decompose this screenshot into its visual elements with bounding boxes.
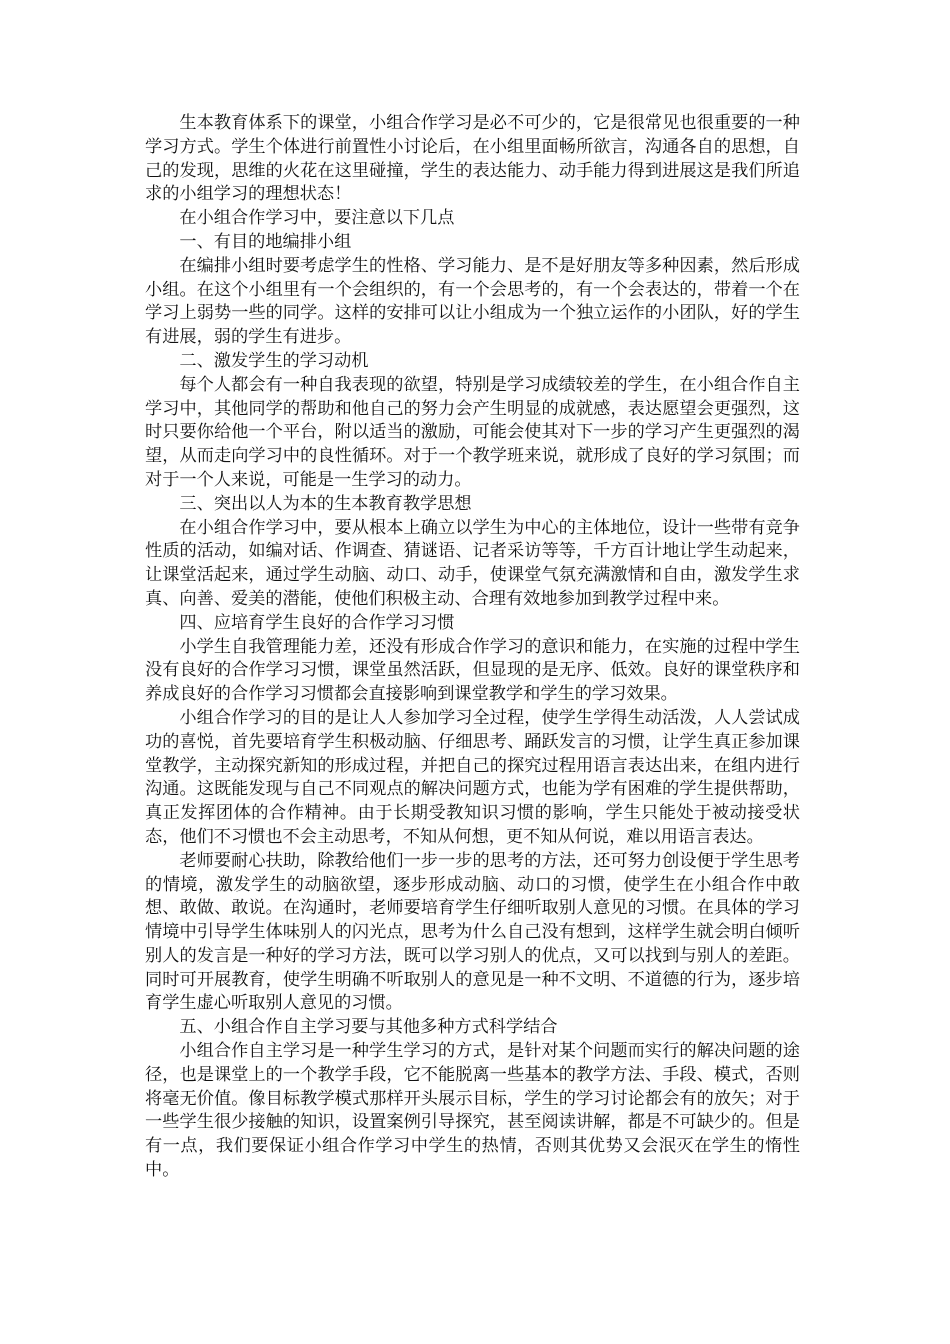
heading-2: 二、激发学生的学习动机 bbox=[179, 350, 369, 371]
body-paragraph-4c: 老师要耐心扶助，除教给他们一步一步的思考的方法，还可努力创设便于学生思考的情境，激发学生的动脑欲望，逐步形成动脑、动口的习惯，使学生在小组合作中敢想、敢做、敢说。在沟通时，老师要培育学生仔细听取别人意见的习惯。在具体的学习情境中引导学生体味别人的闪光点，思考为什么自己没有想到，这样学生就会明白倾听别人的发言是一种好的学习方法，既可以学习别人的优点，又可以找到与别人的差距。同时可开展教育，使学生明确不听取别人的意见是一种不文明、不道德的行为，逐步培育学生虚心听取别人意见的习惯。 bbox=[145, 850, 800, 1014]
heading-3: 三、突出以人为本的生本教育教学思想 bbox=[179, 493, 472, 514]
heading-5: 五、小组合作自主学习要与其他多种方式科学结合 bbox=[179, 1017, 558, 1038]
body-paragraph-2: 每个人都会有一种自我表现的欲望，特别是学习成绩较差的学生，在小组合作自主学习中，其他同学的帮助和他自己的努力会产生明显的成就感，表达愿望会更强烈，这时只要你给他一个平台，附以适当的激励，可能会使其对下一步的学习产生更强烈的渴望，从而走向学习中的良性循环。对于一个教学班来说，就形成了良好的学习氛围；而对于一个人来说，可能是一生学习的动力。 bbox=[145, 374, 800, 490]
heading-1: 一、有目的地编排小组 bbox=[179, 231, 352, 252]
heading-4: 四、应培育学生良好的合作学习习惯 bbox=[179, 612, 455, 633]
body-paragraph-5: 小组合作自主学习是一种学生学习的方式，是针对某个问题而实行的解决问题的途径，也是课堂上的一个教学手段，它不能脱离一些基本的教学方法、手段、模式，否则将毫无价值。像目标教学模式那样开头展示目标，学生的学习讨论都会有的放矢；对于一些学生很少接触的知识，设置案例引导探究，甚至阅读讲解，都是不可缺少的。但是有一点，我们要保证小组合作学习中学生的热情，否则其优势又会泯灭在学生的惰性中。 bbox=[145, 1041, 800, 1181]
body-paragraph-4a: 小学生自我管理能力差，还没有形成合作学习的意识和能力，在实施的过程中学生没有良好的合作学习习惯，课堂虽然活跃，但显现的是无序、低效。良好的课堂秩序和养成良好的合作学习习惯都会直接影响到课堂教学和学生的学习效果。 bbox=[145, 636, 800, 705]
lead-in-line: 在小组合作学习中，要注意以下几点 bbox=[179, 208, 455, 229]
document-body bbox=[145, 112, 800, 1183]
body-paragraph-1: 在编排小组时要考虑学生的性格、学习能力、是不是好朋友等多种因素，然后形成小组。在这个小组里有一个会组织的，有一个会思考的，有一个会表达的，带着一个在学习上弱势一些的同学。这样的安排可以让小组成为一个独立运作的小团队，好的学生有进展，弱的学生有进步。 bbox=[145, 255, 800, 348]
intro-paragraph: 生本教育体系下的课堂，小组合作学习是必不可少的，它是很常见也很重要的一种学习方式。学生个体进行前置性小讨论后，在小组里面畅所欲言，沟通各自的思想，自己的发现，思维的火花在这里碰撞，学生的表达能力、动手能力得到进展这是我们所追求的小组学习的理想状态！ bbox=[145, 113, 800, 205]
body-paragraph-4b: 小组合作学习的目的是让人人参加学习全过程，使学生学得生动活泼，人人尝试成功的喜悦，首先要培育学生积极动脑、仔细思考、踊跃发言的习惯，让学生真正参加课堂教学，主动探究新知的形成过程，并把自己的探究过程用语言表达出来，在组内进行沟通。这既能发现与自己不同观点的解决问题方式，也能为学有困难的学生提供帮助，真正发挥团体的合作精神。由于长期受教知识习惯的影响，学生只能处于被动接受状态，他们不习惯也不会主动思考，不知从何想，更不知从何说，难以用语言表达。 bbox=[145, 707, 800, 847]
body-paragraph-3: 在小组合作学习中，要从根本上确立以学生为中心的主体地位，设计一些带有竞争性质的活动，如编对话、作调查、猜谜语、记者采访等等，千方百计地让学生动起来，让课堂活起来，通过学生动脑、动口、动手，使课堂气氛充满激情和自由，激发学生求真、向善、爱美的潜能，使他们积极主动、合理有效地参加到教学过程中来。 bbox=[145, 517, 800, 609]
